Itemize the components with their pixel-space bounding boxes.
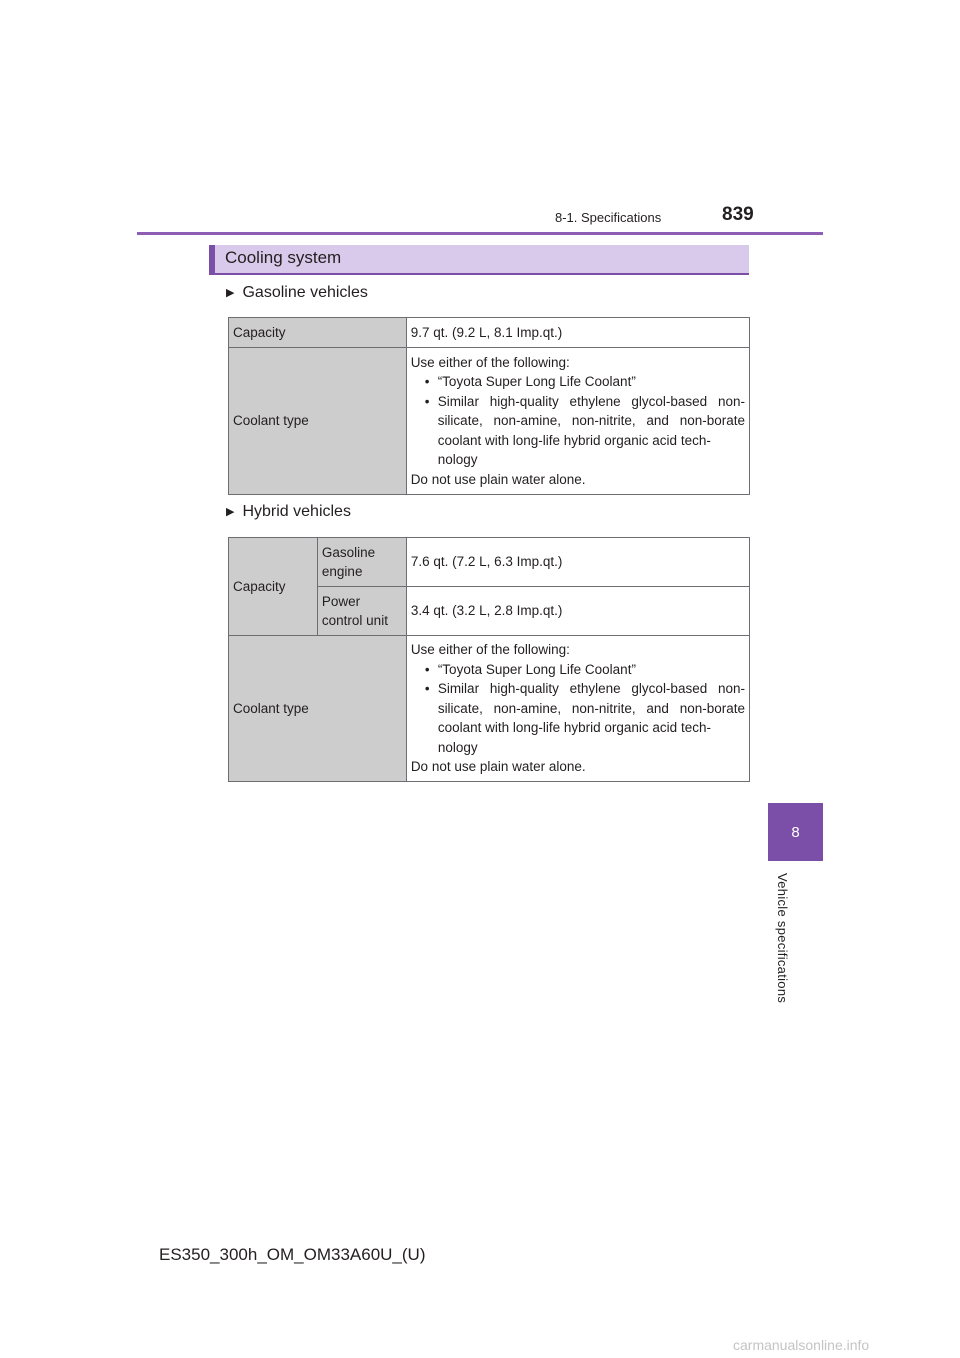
coolant-type-label: Coolant type bbox=[229, 348, 407, 495]
coolant-type-label: Coolant type bbox=[229, 636, 407, 782]
section-title: Cooling system bbox=[225, 248, 342, 267]
coolant-intro: Use either of the following: bbox=[410, 642, 570, 658]
triangle-bullet-icon: ▶ bbox=[226, 287, 235, 299]
subheading-hybrid bbox=[226, 503, 351, 521]
subheading-hybrid-text: Hybrid vehicles bbox=[242, 503, 351, 520]
hybrid-spec-table bbox=[228, 537, 750, 782]
power-control-unit-label bbox=[317, 587, 406, 636]
power-control-unit-label-line: control unit bbox=[321, 613, 388, 628]
gasoline-spec-table bbox=[228, 317, 750, 495]
gasoline-engine-value: 7.6 qt. (7.2 L, 6.3 Imp.qt.) bbox=[406, 538, 749, 587]
chapter-title-vertical: Vehicle specifications bbox=[775, 873, 790, 1004]
table-row bbox=[229, 318, 750, 348]
coolant-note: Do not use plain water alone. bbox=[410, 471, 586, 487]
coolant-option: • Similar high-quality ethylene glycol-based non-silicate, non-amine, non-nitrite, and non-borate coolant with long-life hybrid organic acid tech- bbox=[411, 679, 745, 738]
power-control-unit-label-line: Power bbox=[321, 593, 361, 609]
capacity-label: Capacity bbox=[229, 538, 318, 636]
triangle-bullet-icon: ▶ bbox=[226, 506, 235, 518]
coolant-note: Do not use plain water alone. bbox=[410, 759, 586, 775]
table-row bbox=[229, 538, 750, 587]
page-number: 839 bbox=[722, 204, 754, 225]
coolant-type-value bbox=[406, 348, 749, 495]
gasoline-engine-label-line: Gasoline bbox=[321, 544, 376, 560]
table-row bbox=[229, 636, 750, 782]
coolant-option-continuation: nology bbox=[437, 452, 478, 468]
footer-doc-code: ES350_300h_OM_OM33A60U_(U) bbox=[159, 1245, 426, 1264]
table-row bbox=[229, 348, 750, 495]
gasoline-engine-label bbox=[317, 538, 406, 587]
coolant-option-continuation: nology bbox=[437, 739, 478, 755]
power-control-unit-value: 3.4 qt. (3.2 L, 2.8 Imp.qt.) bbox=[406, 587, 749, 636]
header-rule bbox=[137, 232, 823, 235]
subheading-gasoline bbox=[226, 284, 368, 302]
chapter-number: 8 bbox=[791, 823, 800, 841]
gasoline-engine-label-line: engine bbox=[321, 564, 363, 579]
section-title-bar bbox=[209, 245, 749, 275]
coolant-type-value bbox=[406, 636, 749, 782]
coolant-option: • “Toyota Super Long Life Coolant” bbox=[411, 372, 745, 392]
chapter-tab[interactable] bbox=[768, 803, 823, 861]
watermark: carmanualsonline.info bbox=[733, 1337, 870, 1353]
coolant-intro: Use either of the following: bbox=[410, 354, 570, 370]
capacity-label: Capacity bbox=[229, 318, 407, 348]
coolant-option: • Similar high-quality ethylene glycol-based non-silicate, non-amine, non-nitrite, and non-borate coolant with long-life hybrid organic acid tech- bbox=[411, 392, 745, 451]
header-section-title: 8-1. Specifications bbox=[555, 210, 662, 225]
subheading-gasoline-text: Gasoline vehicles bbox=[242, 284, 368, 301]
coolant-option: • “Toyota Super Long Life Coolant” bbox=[411, 660, 745, 680]
capacity-value: 9.7 qt. (9.2 L, 8.1 Imp.qt.) bbox=[406, 318, 749, 348]
